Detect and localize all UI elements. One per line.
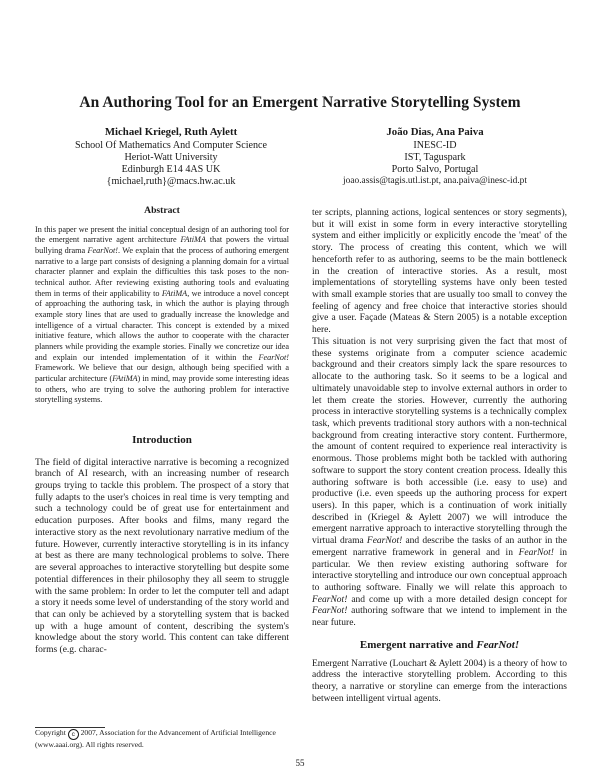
body-paragraph: Emergent Narrative (Louchart & Aylett 2004) is a theory of how to address the interactive storytelling problem. According to this theory, a narrative or storyline can emerge from the interactions between intelligent virtual agents. xyxy=(312,658,567,704)
copyright-footnote: Copyright c 2007, Association for the Advancement of Artificial Intelligence (www.aaai.org). All rights reserved. xyxy=(35,728,276,749)
author-affiliation: Porto Salvo, Portugal xyxy=(391,163,479,175)
copyright-icon: c xyxy=(68,729,79,740)
author-affiliation: Edinburgh E14 4AS UK xyxy=(121,163,221,175)
author-email: joao.assis@tagis.utl.ist.pt, ana.paiva@inesc-id.pt xyxy=(343,175,527,186)
author-email: {michael,ruth}@macs.hw.ac.uk xyxy=(106,175,236,187)
body-paragraph: ter scripts, planning actions, logical sentences or story segments), but it will exist in some form in every interactive storytelling system and either implicitly or explicitly encode the 'meat' of the story. The process of creating this content, which we will henceforth refer to as authoring, seems to be the main bottleneck in the creation of interactive stories. As a result, most implementations of storytelling systems have only been tested with small example stories that are usually too small to convey the feeling of agency and free choice that interactive stories should give a user. Façade (Mateas & Stern 2005) is a notable exception here. xyxy=(312,208,567,336)
author-names: Michael Kriegel, Ruth Aylett xyxy=(104,126,238,138)
author-affiliation: INESC-ID xyxy=(413,139,457,151)
author-block-left xyxy=(40,127,302,188)
body-paragraph: This situation is not very surprising given the fact that most of these systems originate from a computer science academic background and their creators simply lack the spare resources to allocate to the authoring task. So it seems to be a logical and ultimately unavoidable step to involve external authors in order to let them create the stories. However, currently the authoring process in interactive storytelling systems is a technically complex task, which prevents traditional story authors with a non-technical background from creating interactive story content. Furthermore, the amount of content required to experience real interactivity is enormous. Those problems might both be tackled with authoring software to support the story content creation process. Ideally this authoring software is both accessible (i.e. easy to use) and productive (i.e. even speeds up the authoring process for expert users). In this paper, which is a continuation of work initially described in (Kriegel & Aylett 2007) we will introduce the emergent narrative approach to interactive storytelling through the virtual drama FearNot! and describe the tasks of an author in the emergent narrative framework in general and in FearNot! in particular. We then review existing authoring software for interactive storytelling and introduce our own conceptual approach to authoring software. Finally we will relate this approach to FearNot! and come up with a more detailed design concept for FearNot! authoring software that we intend to implement in the near future. xyxy=(312,336,567,629)
emergent-narrative-heading: Emergent narrative and FearNot! xyxy=(359,638,520,651)
author-affiliation: School Of Mathematics And Computer Science xyxy=(74,139,268,151)
author-affiliation: IST, Taguspark xyxy=(404,151,466,163)
page-number: 55 xyxy=(295,758,305,768)
introduction-text: The field of digital interactive narrative is becoming a recognized branch of AI research, with an increasing number of research groups trying to tackle this problem. The prospect of a story that fully adapts to the user's choices in real time is very tempting and such a technology could be of great use for entertainment and education purposes. After books and films, many regard the interactive story as the next revolutionary narrative medium of the future. However, currently interactive storytelling is in its infancy at best as there are many technological problems to solve. There are several approaches to interactive storytelling but despite some potential differences in their philosophy they all seem to struggle with the same problem: In order to let the computer tell and adapt a story it needs some level of understanding of the story world and that can only be achieved by a storytelling system that is backed up with a huge amount of content, describing the system's knowledge about the story world. This content can take different forms (e.g. charac- xyxy=(35,457,289,656)
paper-title: An Authoring Tool for an Emergent Narrative Storytelling System xyxy=(79,94,521,111)
right-column xyxy=(312,208,567,705)
introduction-heading: Introduction xyxy=(132,433,192,446)
author-affiliation: Heriot-Watt University xyxy=(124,151,218,163)
left-column xyxy=(35,205,289,657)
abstract-text: In this paper we present the initial conceptual design of an authoring tool for the emergent narrative agent architecture FAtiMA that powers the virtual bullying drama FearNot!. We explain that the process of authoring emergent narrative to a large part consists of designing a planning domain for a virtual character planner and explain the difficulties this task poses to the non-technical author. After reviewing existing authoring tools and evaluating them in terms of their applicability to FAtiMA, we introduce a novel concept of approaching the authoring task, in which the author is playing through example story lines that are used to gradually increase the knowledge and intelligence of a virtual character. This concept is extended by a mixed initiative feature, which allows the author to cooperate with the character planners while providing the example stories. Finally we concretize our idea and explain our intended implementation of it within the FearNot! Framework. We believe that our design, although being specified with a particular architecture (FAtiMA) in mind, may provide some interesting ideas to others, who are trying to solve the authoring problem for interactive storytelling systems. xyxy=(35,224,289,405)
author-names: João Dias, Ana Paiva xyxy=(386,126,484,138)
author-block-right xyxy=(304,127,566,188)
abstract-heading: Abstract xyxy=(144,205,180,216)
